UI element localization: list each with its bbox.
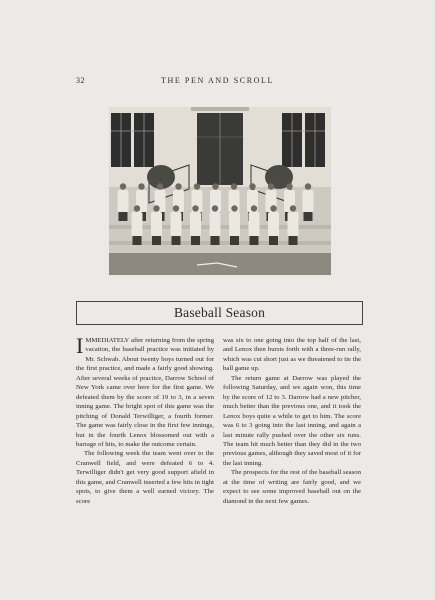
paragraph: was six to one going into the top half of the last, and Lenox then bursts forth with a three-run rally, which was cut short just as we threatened to tie the ball game up.	[223, 337, 361, 373]
running-head: THE PEN AND SCROLL	[160, 76, 275, 85]
article-title-box	[76, 301, 363, 325]
paragraph: IMMEDIATELY after returning from the spring vacation, the baseball practice was initiated by Mr. Schwab. About twenty boys turned out for the first practice, and made a fairly good showing. After several weeks of practice, Darrow School of New York came over here for the first game. We defeated them by the score of 19 to 3, in a seven inning game. The bright spot of this game was the pitching of Donald Terwilliger, a fourth former. The game was fairly close in the first few innings, but in the fourth Lenox blossomed out with a barrage of hits, to make the outcome certain.	[76, 333, 214, 448]
right-column	[223, 336, 361, 506]
left-column	[76, 333, 214, 506]
paragraph: The prospects for the rest of the baseball season at the time of writing are fairly good, and we expect to see some improved baseball out on the diamond in the next few games.	[223, 469, 361, 505]
paragraph: The return game at Darrow was played the following Saturday, and we again won, this time by the score of 12 to 3. Darrow had a new pitcher, much better than the previous one, and it took the Lenox boys quite a while to get to him. The score was 6 to 3 going into the last inning, and again a last minute rally pushed over the other six runs. The team hit much better than they did in the two previous games, although they saved most of it for the last inning.	[223, 374, 361, 467]
article-body	[76, 333, 361, 506]
team-photo	[109, 107, 331, 275]
paragraph: The following week the team went over to the Cranwell field, and were defeated 6 to 4. Terwilliger didn't get very good support afield in this game, and Cranwell inserted a few hits in tight spots, to give them a well earned victory. The score	[76, 450, 214, 505]
article-title: Baseball Season	[173, 305, 266, 320]
page-number: 32	[76, 76, 85, 85]
team-photo-illustration	[109, 107, 331, 275]
drop-cap: I	[76, 333, 84, 358]
